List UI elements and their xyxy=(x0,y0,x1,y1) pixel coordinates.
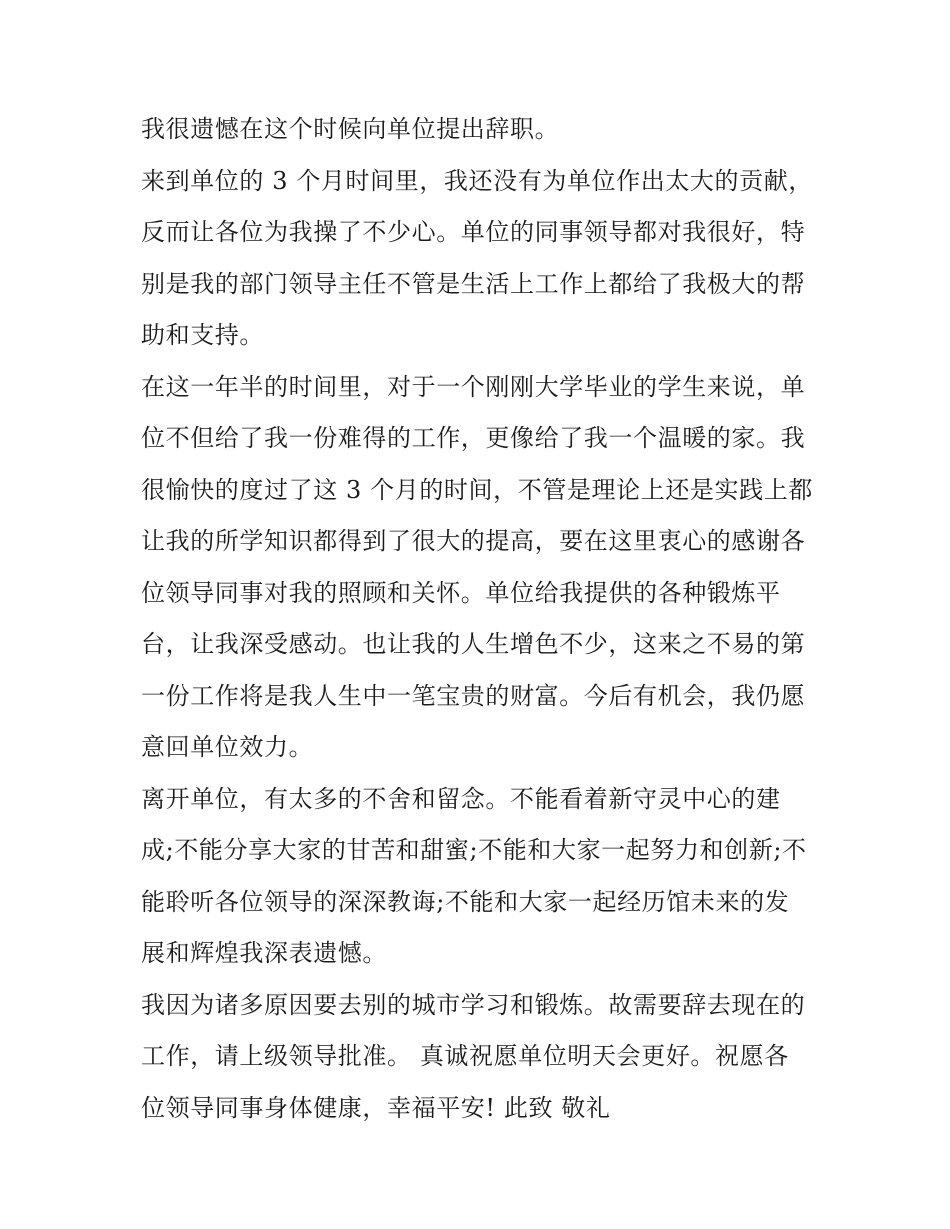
text-line: 工作，请上级领导批准。 真诚祝愿单位明天会更好。祝愿各 xyxy=(141,1042,789,1070)
text-line: 助和支持。 xyxy=(141,321,264,349)
text-line: 来到单位的 3 个月时间里，我还没有为单位作出太大的贡献， xyxy=(141,166,813,195)
text-line: 在这一年半的时间里，对于一个刚刚大学毕业的学生来说，单 xyxy=(141,372,806,401)
text-line: 能聆听各位领导的深深教诲;不能和大家一起经历馆未来的发 xyxy=(141,887,790,916)
text-line: 别是我的部门领导主任不管是生活上工作上都给了我极大的帮 xyxy=(141,269,806,298)
text-line: 一份工作将是我人生中一笔宝贵的财富。今后有机会，我仍愿 xyxy=(141,681,806,710)
text-line: 位领导同事对我的照顾和关怀。单位给我提供的各种锻炼平 xyxy=(141,578,781,607)
text-line: 让我的所学知识都得到了很大的提高，要在这里衷心的感谢各 xyxy=(141,527,806,555)
text-line: 离开单位，有太多的不舍和留念。不能看着新守灵中心的建 xyxy=(141,784,781,813)
paragraph-opening xyxy=(141,104,817,156)
text-line: 我因为诸多原因要去别的城市学习和锻炼。故需要辞去现在的 xyxy=(141,990,806,1019)
paragraph-arrival xyxy=(141,156,817,362)
paragraph-leaving xyxy=(141,774,817,980)
text-line: 意回单位效力。 xyxy=(141,733,314,761)
text-line: 我很遗憾在这个时候向单位提出辞职。 xyxy=(141,115,560,143)
text-line: 位不但给了我一份难得的工作，更像给了我一个温暖的家。我 xyxy=(141,424,806,452)
text-line: 反而让各位为我操了不少心。单位的同事领导都对我很好，特 xyxy=(141,218,806,246)
document-body xyxy=(141,104,817,1134)
paragraph-gratitude xyxy=(141,362,817,774)
text-line: 成;不能分享大家的甘苦和甜蜜;不能和大家一起努力和创新;不 xyxy=(141,836,807,864)
text-line: 位领导同事身体健康，幸福平安! 此致 敬礼 xyxy=(141,1093,611,1122)
text-line: 台，让我深受感动。也让我的人生增色不少，这来之不易的第 xyxy=(141,630,806,658)
paragraph-closing xyxy=(141,980,817,1135)
text-line: 很愉快的度过了这 3 个月的时间，不管是理论上还是实践上都 xyxy=(141,475,813,504)
text-line: 展和辉煌我深表遗憾。 xyxy=(141,939,387,967)
